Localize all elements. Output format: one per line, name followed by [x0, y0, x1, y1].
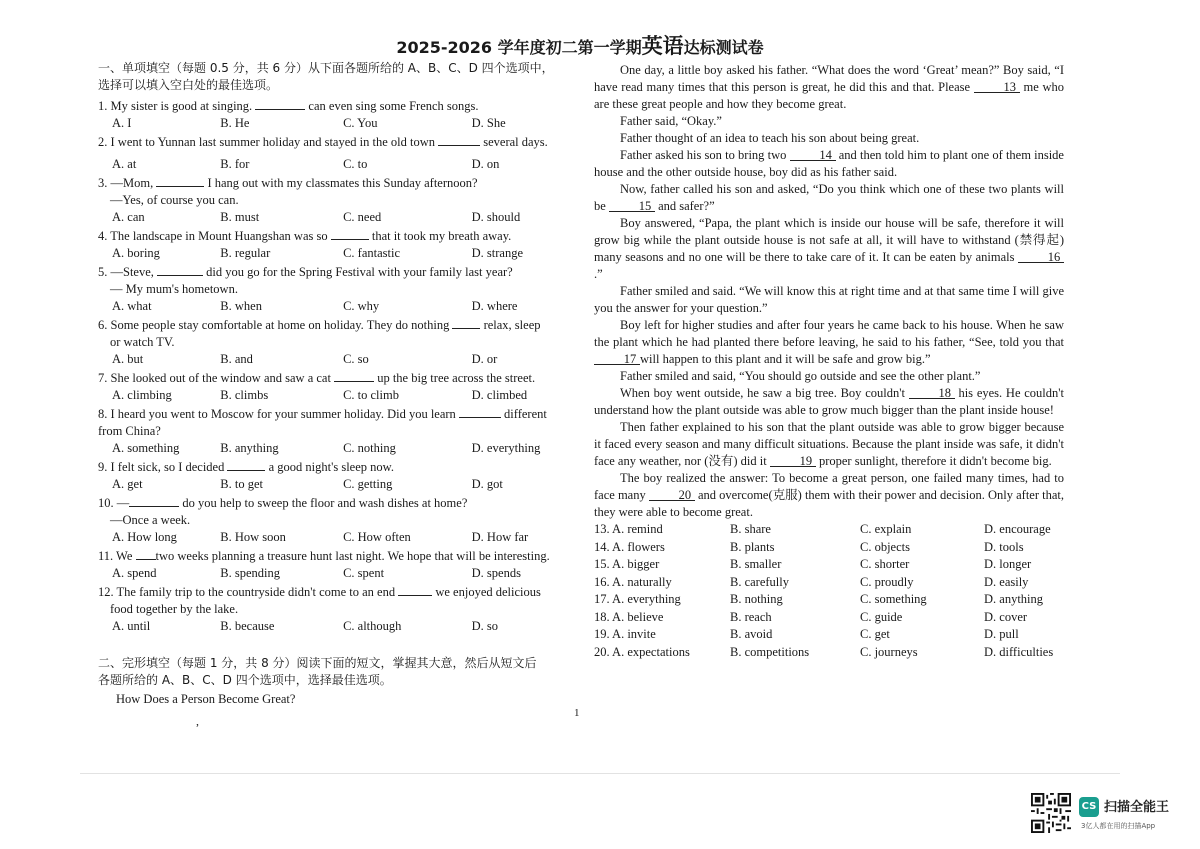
cloze-option-c[interactable]: C. proudly — [860, 574, 914, 589]
option-row — [98, 209, 578, 226]
scanner-tagline: 3亿人都在用的扫描App — [1081, 822, 1156, 830]
question-continuation: or watch TV. — [110, 335, 175, 349]
answer-blank[interactable] — [452, 315, 480, 329]
section1-instructions — [98, 60, 578, 94]
answer-blank[interactable] — [398, 582, 432, 596]
option-row — [98, 440, 578, 457]
option-c[interactable]: C. You — [343, 116, 378, 130]
cloze-option-c[interactable]: C. guide — [860, 609, 903, 624]
option-d[interactable]: D. strange — [471, 246, 524, 260]
question-stem — [98, 457, 578, 476]
passage-title: How Does a Person Become Great? — [116, 692, 296, 706]
cloze-option-c[interactable]: C. get — [860, 627, 890, 641]
option-a[interactable]: A. get — [112, 477, 143, 491]
title-suffix: 达标测试卷 — [683, 38, 764, 57]
cloze-option-row — [594, 644, 1064, 662]
question-text: up the big tree across the street. — [374, 371, 536, 385]
cloze-blank[interactable]: 13 — [974, 79, 1020, 93]
passage-paragraph — [594, 113, 1064, 130]
passage-text: Father smiled and said. “We will know this at right time and at that same time I will give you the answer for your question.” — [594, 284, 1064, 315]
question-text: 4. The landscape in Mount Huangshan was so — [98, 229, 331, 243]
cloze-option-d[interactable]: D. difficulties — [984, 644, 1054, 659]
cloze-blank[interactable]: 18 — [909, 385, 955, 399]
left-column — [98, 60, 578, 708]
cloze-option-row — [594, 556, 1064, 574]
cloze-blank[interactable]: 15 — [609, 198, 655, 212]
cloze-option-a[interactable]: 15. A. bigger — [594, 557, 660, 571]
passage-text: Now, father called his son and asked, “Do you think which one of these two plants will be — [594, 182, 1064, 213]
question-text: 3. —Mom, — [98, 176, 157, 190]
passage-text: and safer?” — [654, 199, 715, 213]
cloze-blank[interactable]: 17 — [594, 351, 640, 365]
answer-blank[interactable] — [255, 96, 305, 110]
qr-code-icon — [1031, 793, 1071, 833]
cloze-option-row — [594, 626, 1064, 644]
option-d[interactable]: D. everything — [471, 441, 541, 455]
option-a[interactable]: A. spend — [112, 566, 157, 580]
option-a[interactable]: A. until — [112, 619, 151, 633]
question-text: that it took my breath away. — [368, 229, 512, 243]
title-subject: 英语 — [641, 34, 684, 58]
cloze-passage — [594, 62, 1064, 521]
option-c[interactable]: C. need — [343, 210, 382, 224]
question-stem — [98, 132, 578, 151]
cloze-option-a[interactable]: 13. A. remind — [594, 522, 663, 536]
title-prefix: 2025-2026 学年度初二第一学期 — [396, 38, 642, 57]
option-row — [98, 351, 578, 368]
option-b[interactable]: B. must — [220, 210, 260, 224]
cloze-option-a[interactable]: 14. A. flowers — [594, 539, 665, 554]
scanner-app-name: 扫描全能王 — [1104, 800, 1170, 815]
cloze-option-b[interactable]: B. competitions — [730, 644, 810, 659]
question-stem — [98, 546, 578, 565]
option-d[interactable]: D. spends — [471, 566, 521, 580]
cloze-option-b[interactable]: B. avoid — [730, 627, 773, 641]
passage-paragraph — [594, 130, 1064, 147]
option-row — [98, 245, 578, 262]
section2-line2: 各题所给的 A、B、C、D 四个选项中，选择最佳选项。 — [98, 673, 392, 687]
question-continuation: —Yes, of course you can. — [110, 193, 239, 207]
option-row — [98, 298, 578, 315]
option-b[interactable]: B. and — [220, 352, 253, 366]
question-text: can even sing some French songs. — [305, 99, 479, 113]
question-text: 12. The family trip to the countryside didn't come to an end — [98, 585, 399, 599]
option-row — [98, 529, 578, 546]
option-b[interactable]: B. when — [220, 299, 262, 313]
question-text: I hang out with my classmates this Sunday afternoon? — [204, 176, 478, 190]
option-d[interactable]: D. got — [471, 477, 503, 491]
question-text: two weeks planning a treasure hunt last night. We hope that will be interesting. — [155, 549, 550, 563]
option-c[interactable]: C. so — [343, 352, 369, 366]
passage-text: me who are these great people and how they become great. — [594, 80, 1064, 111]
cloze-option-d[interactable]: D. pull — [984, 627, 1019, 641]
option-d[interactable]: D. so — [471, 619, 499, 633]
cloze-option-c[interactable]: C. something — [860, 592, 927, 606]
passage-text: proper sunlight, therefore it didn't become big. — [815, 454, 1052, 468]
answer-blank[interactable] — [156, 173, 204, 187]
question-text: several days. — [480, 135, 548, 149]
passage-text: When boy went outside, he saw a big tree. Boy couldn't — [620, 386, 909, 400]
passage-paragraph — [594, 470, 1064, 521]
option-row — [98, 115, 578, 132]
cloze-option-row — [594, 574, 1064, 592]
cloze-option-c[interactable]: C. shorter — [860, 557, 910, 571]
question-text: we enjoyed delicious — [432, 585, 541, 599]
cloze-option-a[interactable]: 18. A. believe — [594, 609, 664, 624]
cloze-option-b[interactable]: B. plants — [730, 539, 775, 554]
option-a[interactable]: A. at — [112, 157, 137, 171]
option-c[interactable]: C. fantastic — [343, 246, 400, 260]
passage-text: will happen to this plant and it will be safe and grow big.” — [640, 352, 931, 366]
cloze-blank[interactable]: 20 — [649, 487, 695, 501]
answer-blank[interactable] — [129, 493, 179, 507]
cloze-option-a[interactable]: 17. A. everything — [594, 592, 681, 606]
cloze-option-d[interactable]: D. anything — [984, 592, 1044, 606]
question-text: did you go for the Spring Festival with your family last year? — [203, 265, 513, 279]
stray-mark: , — [196, 714, 199, 728]
question-text: different — [500, 407, 547, 421]
passage-paragraph — [594, 181, 1064, 215]
passage-text: and overcome(克服) them with their power and decision. Only after that, they were able to become great. — [594, 488, 1065, 519]
cloze-option-a[interactable]: 19. A. invite — [594, 627, 656, 641]
answer-blank[interactable] — [157, 262, 203, 276]
passage-text: .” — [594, 267, 603, 281]
cloze-option-d[interactable]: D. encourage — [984, 522, 1051, 536]
cloze-option-c[interactable]: C. objects — [860, 539, 910, 554]
option-d[interactable]: D. or — [471, 352, 498, 366]
question-text: 7. She looked out of the window and saw a cat — [98, 371, 335, 385]
option-c[interactable]: C. to climb — [343, 388, 399, 402]
question-stem — [98, 96, 578, 115]
question-stem — [98, 173, 578, 192]
option-b[interactable]: B. to get — [220, 477, 263, 491]
question-list — [98, 96, 578, 635]
passage-text: his eyes. He couldn't understand how the plant outside was able to grow much bigger than the plant inside house! — [594, 386, 1064, 417]
option-d[interactable]: D. on — [471, 157, 500, 171]
option-d[interactable]: D. climbed — [471, 388, 528, 402]
answer-blank[interactable] — [136, 546, 156, 560]
option-b[interactable]: B. How soon — [220, 530, 286, 544]
question-text: 5. —Steve, — [98, 265, 158, 279]
question-text: 8. I heard you went to Moscow for your summer holiday. Did you learn — [98, 407, 459, 421]
cloze-option-a[interactable]: 16. A. naturally — [594, 574, 672, 589]
passage-text: and then told him to plant one of them inside house and the other outside house, boy did as his father said. — [594, 148, 1064, 179]
option-b[interactable]: B. spending — [220, 566, 281, 580]
option-b[interactable]: B. climbs — [220, 388, 269, 402]
option-b[interactable]: B. for — [220, 157, 250, 171]
question-text: 1. My sister is good at singing. — [98, 99, 256, 113]
option-a[interactable]: A. boring — [112, 246, 160, 260]
question-stem — [98, 404, 578, 423]
question-continuation: food together by the lake. — [110, 602, 239, 616]
option-b[interactable]: B. regular — [220, 246, 271, 260]
passage-paragraph — [594, 368, 1064, 385]
passage-text: Father asked his son to bring two — [620, 148, 790, 162]
cloze-option-b[interactable]: B. share — [730, 522, 771, 536]
option-c[interactable]: C. How often — [343, 530, 411, 544]
answer-blank[interactable] — [331, 226, 369, 240]
question-text: 10. — — [98, 496, 130, 510]
passage-paragraph — [594, 283, 1064, 317]
passage-paragraph — [594, 385, 1064, 419]
option-d[interactable]: D. She — [471, 116, 506, 130]
option-a[interactable]: A. what — [112, 299, 152, 313]
option-d[interactable]: D. How far — [471, 530, 529, 544]
option-row — [98, 476, 578, 493]
question-text: a good night's sleep now. — [265, 460, 394, 474]
section2-line1: 二、完形填空（每题 1 分，共 8 分）阅读下面的短文，掌握其大意，然后从短文后 — [98, 656, 537, 670]
passage-text: Father said, “Okay.” — [620, 114, 722, 128]
option-c[interactable]: C. to — [343, 157, 368, 171]
cloze-options — [594, 521, 1064, 661]
option-c[interactable]: C. although — [343, 619, 402, 633]
answer-blank[interactable] — [334, 368, 374, 382]
question-stem — [98, 315, 578, 334]
passage-text: One day, a little boy asked his father. “What does the word ‘Great’ mean?” Boy said, “I have read many times that this person is great, he did this and that. Please — [594, 63, 1064, 94]
cloze-blank[interactable]: 16 — [1018, 249, 1064, 263]
scanner-logo-icon: CS — [1079, 797, 1099, 817]
passage-text: Boy answered, “Papa, the plant which is inside our house will be safe, therefore it will grow big while the plant outside house is not safe at all, it will have to withstand (禁得起) many seasons and no one will be there to take care of it. It can be eaten by animals — [594, 216, 1064, 264]
right-column — [594, 62, 1064, 661]
cloze-option-b[interactable]: B. reach — [730, 609, 772, 624]
question-continuation: —Once a week. — [110, 513, 191, 527]
cloze-option-c[interactable]: C. journeys — [860, 644, 918, 659]
option-row — [98, 618, 578, 635]
passage-paragraph — [594, 215, 1064, 283]
option-b[interactable]: B. He — [220, 116, 250, 130]
cloze-option-row — [594, 521, 1064, 539]
passage-paragraph — [594, 419, 1064, 470]
question-text: 11. We — [98, 549, 136, 563]
question-text: do you help to sweep the floor and wash dishes at home? — [179, 496, 468, 510]
passage-paragraph — [594, 317, 1064, 368]
cloze-option-d[interactable]: D. longer — [984, 557, 1032, 571]
passage-text: Father smiled and said, “You should go outside and see the other plant.” — [620, 369, 981, 383]
cloze-blank[interactable]: 19 — [770, 453, 816, 467]
page-divider — [80, 773, 1120, 774]
option-a[interactable]: A. can — [112, 210, 145, 224]
cloze-option-b[interactable]: B. nothing — [730, 592, 783, 606]
option-c[interactable]: C. why — [343, 299, 380, 313]
cloze-option-a[interactable]: 20. A. expectations — [594, 644, 690, 659]
cloze-option-b[interactable]: B. carefully — [730, 574, 790, 589]
question-stem — [98, 493, 578, 512]
option-d[interactable]: D. where — [471, 299, 518, 313]
cloze-option-d[interactable]: D. tools — [984, 539, 1024, 554]
cloze-option-row — [594, 591, 1064, 609]
cloze-option-c[interactable]: C. explain — [860, 522, 912, 536]
option-b[interactable]: B. anything — [220, 441, 279, 455]
answer-blank[interactable] — [227, 457, 265, 471]
answer-blank[interactable] — [438, 132, 480, 146]
section1-line2: 选择可以填入空白处的最佳选项。 — [98, 78, 279, 92]
answer-blank[interactable] — [459, 404, 501, 418]
question-stem — [98, 368, 578, 387]
passage-text: Then father explained to his son that the plant outside was able to grow bigger because it faced every season and many difficult situations. Because the plant inside was safe, it didn't face any weather, nor (没有) did it — [594, 420, 1064, 468]
passage-text: The boy realized the answer: To become a great person, one failed many times, had to face many — [594, 471, 1064, 502]
cloze-option-b[interactable]: B. smaller — [730, 557, 782, 571]
question-text: 9. I felt sick, so I decided — [98, 460, 228, 474]
option-a[interactable]: A. something — [112, 441, 180, 455]
cloze-option-row — [594, 539, 1064, 557]
question-continuation: — My mum's hometown. — [110, 282, 238, 296]
cloze-blank[interactable]: 14 — [790, 147, 836, 161]
option-a[interactable]: A. climbing — [112, 388, 172, 402]
question-continuation: from China? — [98, 424, 161, 438]
option-a[interactable]: A. I — [112, 116, 132, 130]
option-b[interactable]: B. because — [220, 619, 275, 633]
option-a[interactable]: A. How long — [112, 530, 177, 544]
cloze-option-d[interactable]: D. easily — [984, 574, 1029, 589]
question-text: 2. I went to Yunnan last summer holiday and stayed in the old town — [98, 135, 439, 149]
passage-paragraph — [594, 62, 1064, 113]
passage-paragraph — [594, 147, 1064, 181]
passage-text: Father thought of an idea to teach his son about being great. — [620, 131, 920, 145]
option-d[interactable]: D. should — [471, 210, 521, 224]
option-row — [98, 387, 578, 404]
question-text: 6. Some people stay comfortable at home on holiday. They do nothing — [98, 318, 453, 332]
passage-text: Boy left for higher studies and after four years he came back to his house. When he saw the plant which he had planted there before leaving, he said to his father, “See, told you that — [594, 318, 1064, 349]
cloze-option-row — [594, 609, 1064, 627]
section1-line1: 一、单项填空（每题 0.5 分，共 6 分）从下面各题所给的 A、B、C、D 四个选项中， — [98, 61, 554, 75]
question-text: relax, sleep — [480, 318, 541, 332]
question-stem — [98, 582, 578, 601]
question-stem — [98, 226, 578, 245]
page-number: 1 — [574, 707, 580, 719]
option-row — [98, 565, 578, 582]
cloze-option-d[interactable]: D. cover — [984, 609, 1028, 624]
option-c[interactable]: C. getting — [343, 477, 393, 491]
option-c[interactable]: C. nothing — [343, 441, 396, 455]
option-c[interactable]: C. spent — [343, 566, 385, 580]
option-a[interactable]: A. but — [112, 352, 144, 366]
option-row — [98, 156, 578, 173]
question-stem — [98, 262, 578, 281]
section2-instructions — [98, 655, 578, 689]
exam-title — [0, 30, 1160, 60]
